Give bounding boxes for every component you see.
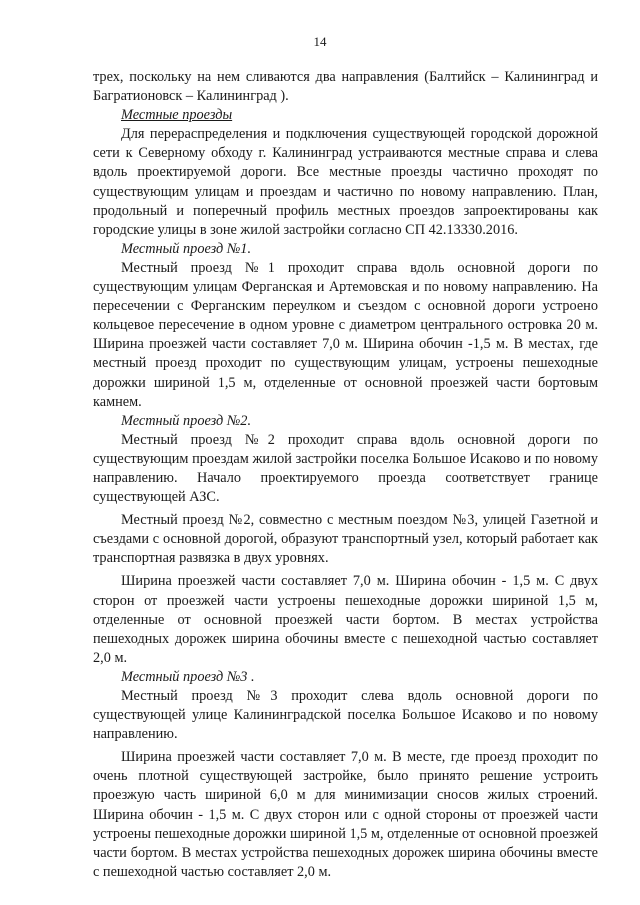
section-heading-local-roads — [93, 106, 598, 125]
paragraph-local-road-3-width: Ширина проезжей части составляет 7,0 м. В месте, где проезд проходит по очень плотной существующей застройке, было принято решение устроить проезжую часть шириной 6,0 м для минимизации сносов жилых строений. Ширина обочин - 1,5 м. С двух сторон или с одной стороны от проезжей части устроены пешеходные дорожки шириной 1,5 м, отделенные от основной проезжей части бортом. В местах устройства пешеходных дорожек ширина обочины вместе с пешеходной частью составляет 2,0 м. — [93, 749, 598, 880]
paragraph-continuation: трех, поскольку на нем сливаются два направления (Балтийск – Калининград и Багратионовск – Калининград ). — [93, 69, 598, 105]
paragraph-local-road-2-junction: Местный проезд №2, совместно с местным поездом №3, улицей Газетной и съездами с основной дорогой, образуют транспортный узел, который работает как транспортная развязка в двух уровнях. — [93, 512, 598, 567]
paragraph-local-road-2-route: Местный проезд №2 проходит справа вдоль основной дороги по существующим проездам жилой застройки поселка Большое Исаково и по новому направлению. Начало проектируемого проезда соответствует границе существующей АЗС. — [93, 431, 598, 506]
subheading-local-road-1: Местный проезд №1. — [121, 240, 252, 257]
subheading-local-road-3: Местный проезд №3 . — [121, 668, 255, 685]
subheading-local-road-2: Местный проезд №2. — [121, 412, 252, 429]
paragraph-local-road-3-route: Местный проезд №3 проходит слева вдоль основной дороги по существующей улице Калининградской поселка Большое Исаково и по новому направлению. — [93, 688, 598, 743]
page-number: 14 — [313, 34, 327, 49]
paragraph-local-road-2-width: Ширина проезжей части составляет 7,0 м. Ширина обочин - 1,5 м. С двух сторон от проезжей части устроены пешеходные дорожки шириной 1,5 м, отделенные от основной проезжей части бортом. В местах устройства пешеходных дорожек ширина обочины вместе с пешеходной частью составляет 2,0 м. — [93, 573, 598, 666]
section-heading-text: Местные проезды — [121, 107, 233, 124]
paragraph-local-roads-intro: Для перераспределения и подключения существующей городской дорожной сети к Северному обходу г. Калининград устраиваются местные справа и слева вдоль проектируемой дороги. Все местные проезды частично проходят по существующим улицам и проездам и частично по новому направлению. План, продольный и поперечный профиль местных проездов запроектированы как городские улицы в зоне жилой застройки согласно СП 42.13330.2016. — [93, 126, 598, 238]
paragraph-local-road-1: Местный проезд №1 проходит справа вдоль основной дороги по существующим улицам Ферганская и Артемовская и по новому направлению. На пересечении с Ферганским переулком и съездом с основной дороги устроено кольцевое пересечение в одном уровне с диаметром центрального островка 20 м. Ширина проезжей части составляет 7,0 м. Ширина обочин -1,5 м. В местах, где местный проезд проходит по существующим улицам, устроены пешеходные дорожки шириной 1,5 м, отделенные от основной проезжей части бортовым камнем. — [93, 259, 598, 410]
document-body — [93, 68, 598, 882]
